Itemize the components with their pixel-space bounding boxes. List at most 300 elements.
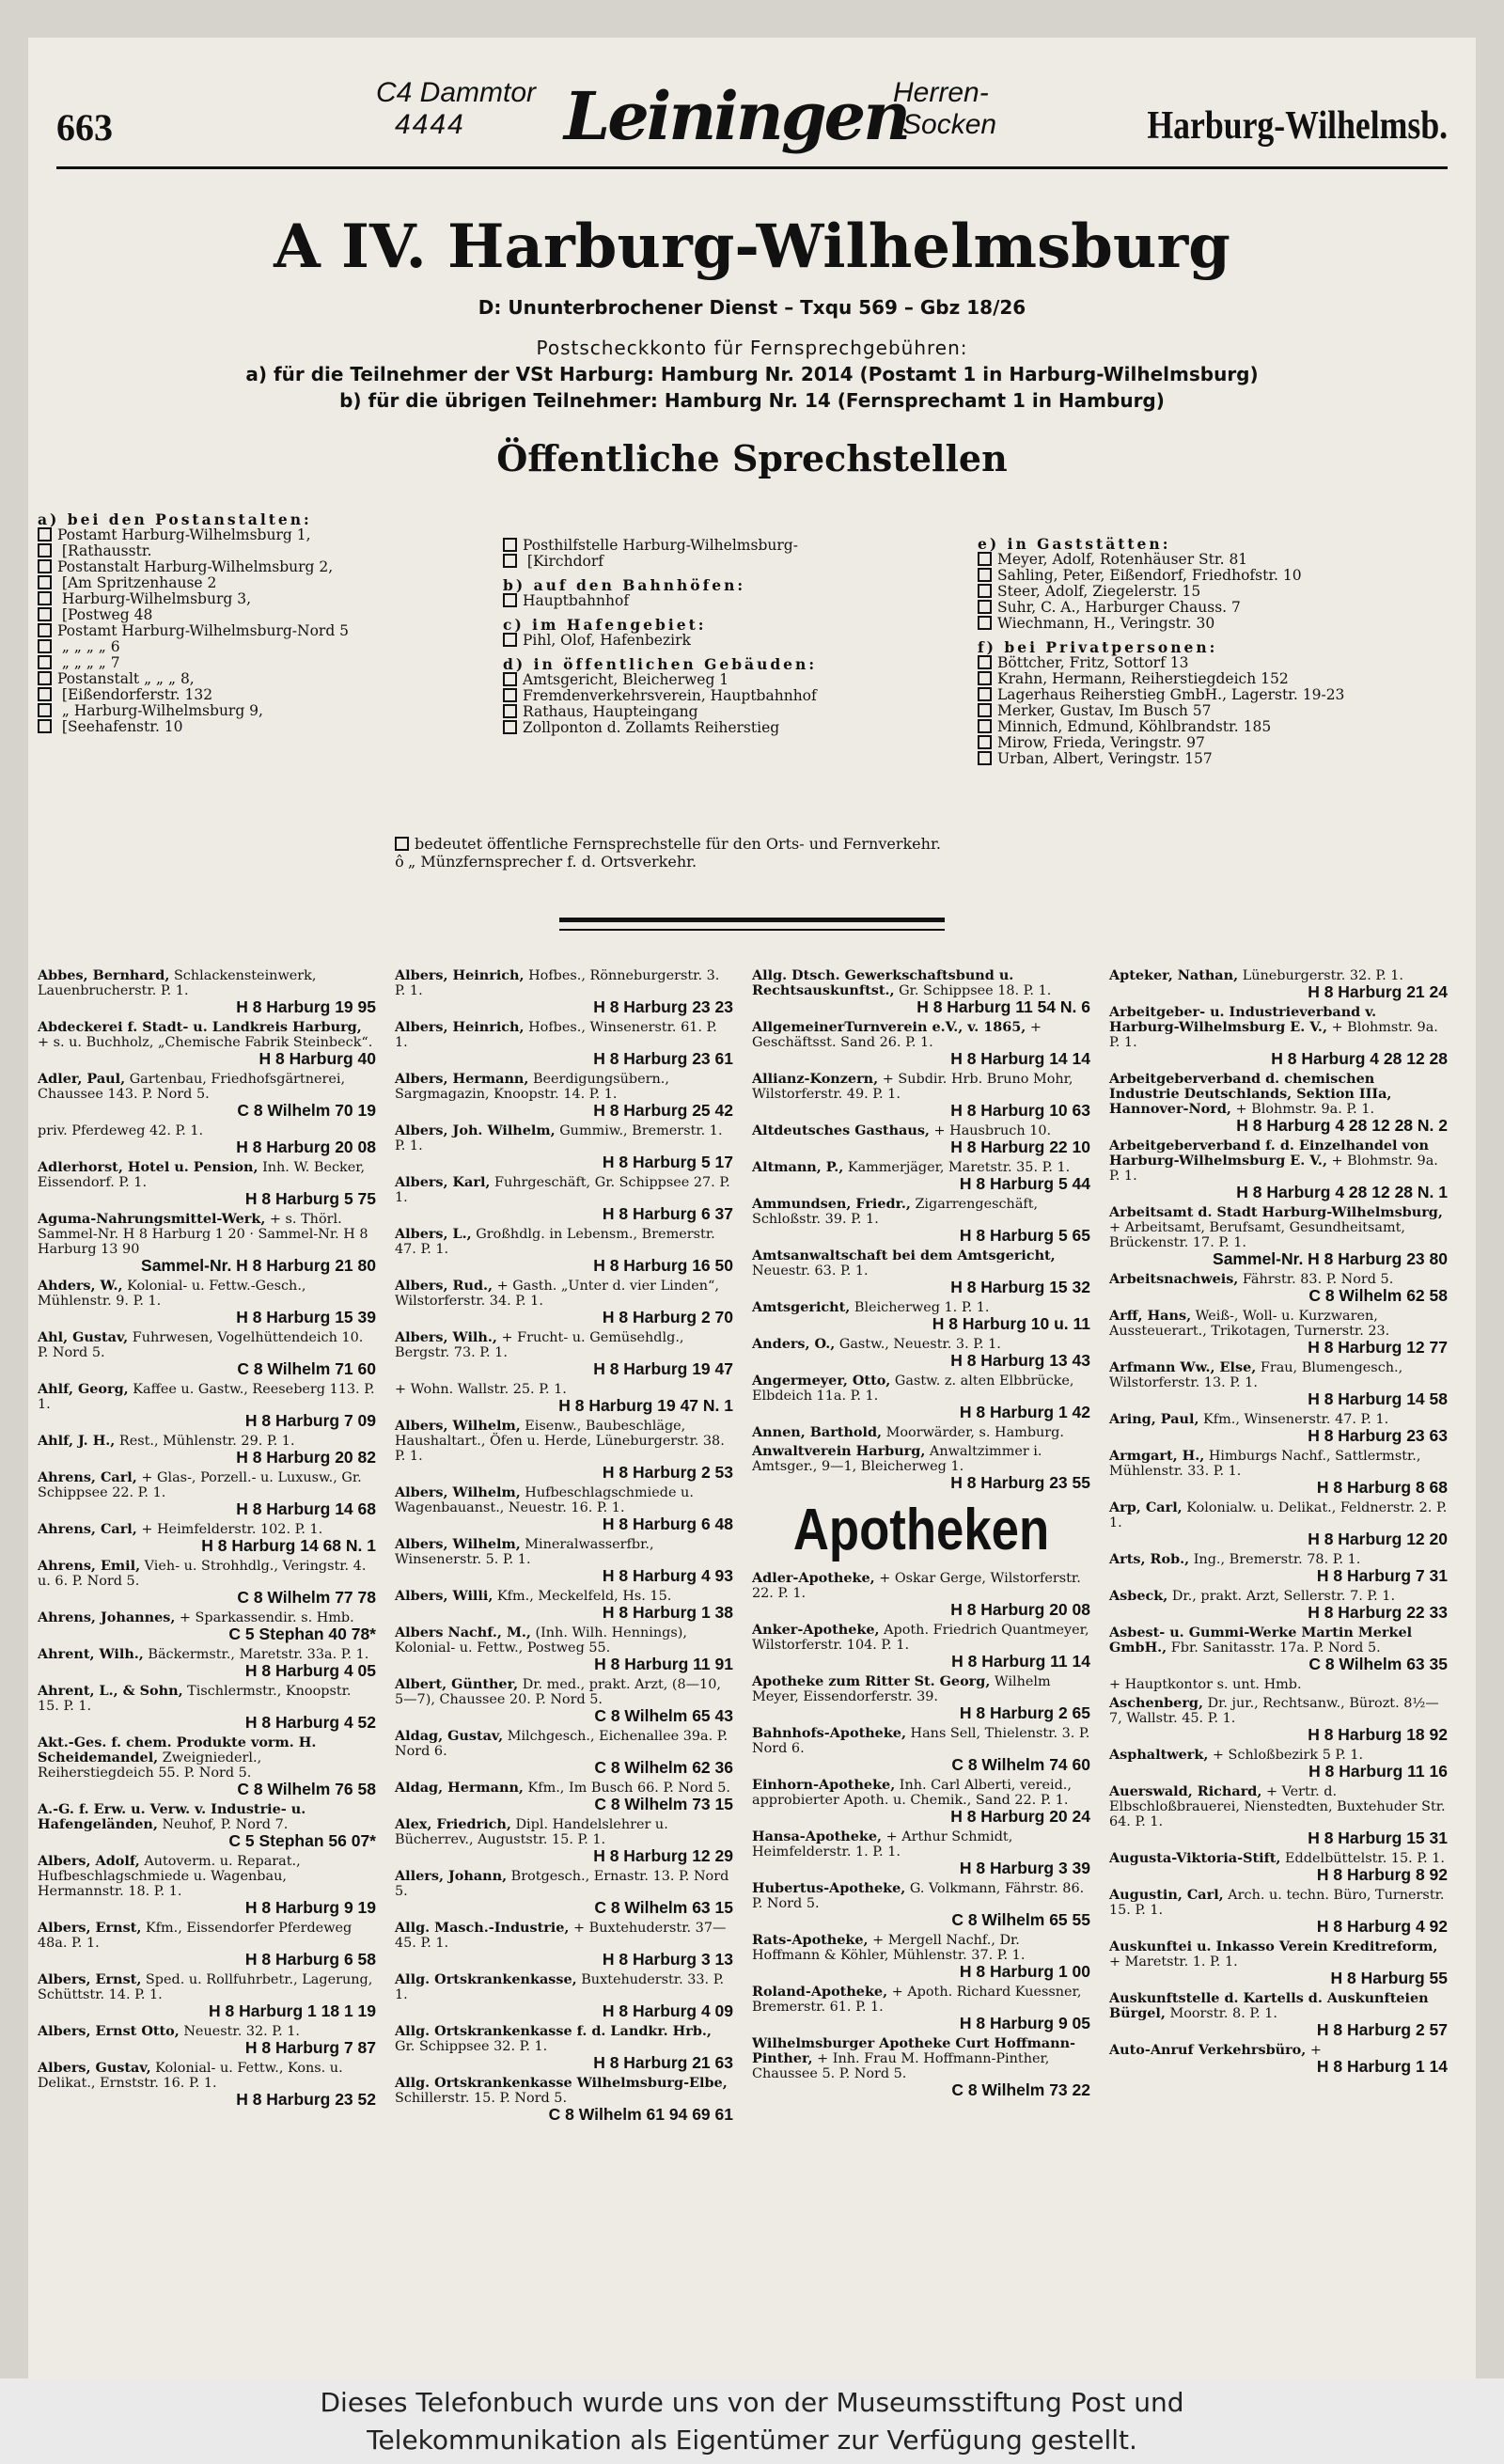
listing-entry [752, 1674, 1090, 1722]
listing-description: G. Volkmann, Fährstr. 86. P. Nord 5. [752, 1881, 1085, 1911]
listing-name: Allg. Ortskrankenkasse, [395, 1971, 577, 1987]
sprechstelle-text: Postamt Harburg-Wilhelmsburg-Nord 5 [57, 622, 350, 639]
listing-phone-number: C 8 Wilhelm 65 55 [951, 1910, 1090, 1929]
listing-name: Ahrent, Wilh., [38, 1646, 144, 1662]
listing-phone-number: H 8 Harburg 4 92 [1316, 1917, 1448, 1936]
listing-description: Lüneburgerstr. 32. P. 1. [1242, 968, 1403, 983]
listing-name: Asbest- u. Gummi-Werke Martin Merkel GmbH., [1109, 1624, 1413, 1656]
listing-entry [395, 1279, 733, 1326]
listing-entry [38, 1212, 376, 1275]
listing-name: Auto-Anruf Verkehrsbüro, [1109, 2042, 1307, 2058]
col2-d-list [503, 672, 973, 736]
listing-entry [38, 1072, 376, 1120]
col3-heading-f: f) bei Privatpersonen: [978, 638, 1218, 656]
ad-right-line2: Socken [902, 109, 997, 140]
listing-name: Arts, Rob., [1109, 1551, 1190, 1567]
listing-phone-number: H 8 Harburg 15 31 [1308, 1828, 1448, 1847]
listing-entry [752, 2036, 1090, 2099]
col1-list [38, 527, 489, 735]
listing-description: Kfm., Meckelfeld, Hs. 15. [496, 1589, 672, 1604]
listing-entry [395, 2076, 733, 2124]
listing-entry [1109, 1412, 1448, 1445]
sprechstelle-item [978, 719, 1466, 735]
sprechstelle-text: Pihl, Olof, Hafenbezirk [523, 632, 691, 649]
listing-description: Neuestr. 63. P. 1. [752, 1263, 869, 1279]
listing-phone-number: H 8 Harburg 19 95 [236, 997, 376, 1016]
listing-phone-number: H 8 Harburg 40 [258, 1049, 376, 1068]
col2-top-list [503, 538, 973, 570]
sprechstelle-text: Harburg-Wilhelmsburg 3, [57, 590, 252, 607]
listing-phone-number: C 8 Wilhelm 65 43 [594, 1706, 733, 1725]
listing-entry [38, 1684, 376, 1732]
listing-description: Tischlermstr., Knoopstr. 15. P. 1. [38, 1684, 352, 1714]
listing-description: Ing., Bremerstr. 78. P. 1. [1193, 1552, 1361, 1567]
listing-entry [1109, 1500, 1448, 1548]
listing-phone-number: H 8 Harburg 22 33 [1308, 1603, 1448, 1622]
listing-name: Ahl, Gustav, [38, 1329, 129, 1345]
listing-column-2 [395, 968, 733, 2127]
listing-phone-number: H 8 Harburg 6 37 [602, 1204, 733, 1223]
listing-phone-number: H 8 Harburg 4 28 12 28 N. 1 [1236, 1183, 1448, 1201]
public-phone-box-icon [503, 704, 517, 718]
sprechstelle-text: Amtsgericht, Bleicherweg 1 [523, 671, 729, 688]
page-title: A IV. Harburg-Wilhelmsburg [274, 212, 1230, 282]
listing-name: Allg. Dtsch. Gewerkschaftsbund u. Rechtsauskunftst., [752, 967, 1014, 998]
col2-heading-c: c) im Hafengebiet: [503, 616, 707, 634]
listing-name: Aring, Paul, [1109, 1411, 1199, 1427]
sprechstelle-text: „ „ „ „ 6 [57, 638, 120, 655]
listing-name: Auskunftstelle d. Kartells d. Auskunfteien Bürgel, [1109, 1990, 1429, 2021]
listing-description: Hofbes., Rönneburgerstr. 3. P. 1. [395, 968, 720, 998]
listing-phone-number: H 8 Harburg 1 42 [959, 1403, 1090, 1421]
postscheck-heading: Postscheckkonto für Fernsprechgebühren: [536, 337, 968, 359]
listing-name: Albers, Ernst Otto, [38, 2023, 180, 2039]
listing-description: + Apoth. Richard Kuessner, Bremerstr. 61. P. 1. [752, 1985, 1082, 2015]
listing-name: Aldag, Gustav, [395, 1728, 504, 1744]
listing-entry [1109, 1272, 1448, 1305]
sprechstelle-item [38, 671, 489, 687]
sprechstelle-item [38, 703, 489, 719]
listing-phone-number: H 8 Harburg 5 17 [602, 1153, 733, 1171]
listing-description: Mineralwasserfbr., Winsenerstr. 5. P. 1. [395, 1537, 654, 1567]
listing-entry [38, 1854, 376, 1917]
listing-entry [395, 1781, 733, 1813]
listing-column-3-top [752, 968, 1090, 1492]
listing-phone-number: C 8 Wilhelm 74 60 [951, 1755, 1090, 1774]
listing-name: Ahlf, J. H., [38, 1433, 116, 1449]
listing-name: Albers, Rud., [395, 1278, 494, 1294]
sprechstelle-item [38, 719, 489, 735]
listing-name: Adlerhorst, Hotel u. Pension, [38, 1159, 258, 1175]
listing-name: Adler-Apotheke, [752, 1570, 875, 1586]
sprechstelle-item [978, 687, 1466, 703]
listing-name: Albers, Wilhelm, [395, 1536, 521, 1552]
listing-description: + Blohmstr. 9a. P. 1. [1109, 1154, 1438, 1184]
listing-phone-number: H 8 Harburg 14 14 [950, 1049, 1090, 1068]
sprechstelle-item [978, 655, 1466, 671]
listing-description: + Arthur Schmidt, Heimfelderstr. 1. P. 1. [752, 1829, 1013, 1860]
section-divider [559, 918, 945, 931]
listing-entry [1109, 968, 1448, 1001]
listing-entry [752, 1571, 1090, 1619]
listing-phone-number: H 8 Harburg 25 42 [593, 1101, 733, 1120]
listing-description: Kfm., Im Busch 66. P. Nord 5. [527, 1781, 731, 1796]
listing-phone-number: H 8 Harburg 1 00 [959, 1962, 1090, 1981]
listing-name: Arff, Hans, [1109, 1308, 1192, 1324]
listing-phone-number: H 8 Harburg 8 92 [1316, 1865, 1448, 1884]
listing-name: Allers, Johann, [395, 1868, 508, 1884]
listing-name: Anker-Apotheke, [752, 1622, 880, 1638]
public-phone-box-icon [978, 735, 992, 749]
listing-phone-number: H 8 Harburg 15 32 [950, 1278, 1090, 1296]
sprechstelle-text: Wiechmann, H., Veringstr. 30 [997, 615, 1215, 632]
listing-name: Albers, Karl, [395, 1174, 491, 1190]
listing-entry [752, 1197, 1090, 1245]
listing-description: + [1309, 2043, 1322, 2058]
listing-entry [752, 1425, 1090, 1440]
listing-phone-number: H 8 Harburg 19 47 N. 1 [558, 1396, 733, 1415]
listing-description: Buxtehuderstr. 33. P. 1. [395, 1972, 725, 2002]
listing-description: Dr., prakt. Arzt, Sellerstr. 7. P. 1. [1171, 1589, 1396, 1604]
listing-description: Rest., Mühlenstr. 29. P. 1. [118, 1434, 295, 1449]
public-phone-box-icon [503, 538, 517, 552]
listing-entry [1109, 1005, 1448, 1068]
listing-description: Hufbeschlagschmiede u. Wagenbauanst., Neuestr. 16. P. 1. [395, 1485, 694, 1515]
listing-description: + Glas-, Porzell.- u. Luxusw., Gr. Schippsee 22. P. 1. [38, 1470, 362, 1500]
listing-phone-number: H 8 Harburg 2 53 [602, 1463, 733, 1482]
header-advertisement [376, 77, 1072, 155]
listing-description: + Wohn. Wallstr. 25. P. 1. [395, 1382, 567, 1397]
listing-phone-number: H 8 Harburg 11 91 [594, 1655, 733, 1673]
listing-description: Kolonialw. u. Delikat., Feldnerstr. 2. P. 1. [1109, 1500, 1448, 1530]
listing-entry [1109, 1888, 1448, 1936]
listing-name: Allianz-Konzern, [752, 1071, 879, 1087]
listing-description: + Subdir. Hrb. Bruno Mohr, Wilstorferstr. 49. P. 1. [752, 1072, 1073, 1102]
listing-phone-number: H 8 Harburg 14 58 [1308, 1389, 1448, 1408]
listing-entry [38, 1921, 376, 1969]
listing-entry [38, 968, 376, 1016]
sprechstelle-text: „ Harburg-Wilhelmsburg 9, [57, 702, 263, 719]
listing-name: Amtsgericht, [752, 1299, 851, 1315]
public-phone-box-icon [978, 552, 992, 566]
public-phone-box-icon [38, 527, 52, 541]
sprechstelle-item [38, 607, 489, 623]
listing-name: Albers Nachf., M., [395, 1624, 531, 1640]
listing-description: Brotgesch., Ernastr. 13. P. Nord 5. [395, 1869, 729, 1899]
sprechstelle-text: Postamt Harburg-Wilhelmsburg 1, [57, 526, 311, 543]
page-header [56, 66, 1448, 169]
listing-description: Neuestr. 32. P. 1. [183, 2024, 300, 2039]
sprechstelle-text: Urban, Albert, Veringstr. 157 [997, 750, 1213, 767]
sprechstelle-text: [Kirchdorf [523, 553, 603, 570]
listing-entry [38, 2061, 376, 2109]
listing-description: Gastw. z. alten Elbbrücke, Elbdeich 11a. P. 1. [752, 1373, 1074, 1404]
listing-phone-number: H 8 Harburg 2 57 [1316, 2020, 1448, 2039]
listing-description: + Frucht- u. Gemüsehdlg., Bergstr. 73. P. 1. [395, 1330, 684, 1360]
listing-column-4 [1109, 968, 1448, 2079]
coin-phone-icon: ô [395, 853, 404, 871]
listing-entry [1109, 1072, 1448, 1135]
listing-description: Schillerstr. 15. P. Nord 5. [395, 2091, 568, 2106]
listing-entry [395, 1382, 733, 1415]
listing-description: Gr. Schippsee 32. P. 1. [395, 2039, 548, 2054]
listing-description: Vieh- u. Strohhdlg., Veringstr. 4. u. 6. P. Nord 5. [38, 1559, 367, 1589]
sprechstelle-item [38, 687, 489, 703]
listing-description: + Sparkassendir. s. Hmb. [179, 1610, 354, 1625]
sprechstelle-item [38, 623, 489, 639]
listing-name: Arbeitgeberverband d. chemischen Industrie Deutschlands, Sektion IIIa, Hannover-Nord, [1109, 1071, 1392, 1117]
sprechstelle-item [978, 616, 1466, 632]
listing-entry [38, 1330, 376, 1378]
listing-entry [752, 1623, 1090, 1671]
listing-phone-number: C 8 Wilhelm 73 22 [951, 2080, 1090, 2099]
listing-description: + s. u. Buchholz, „Chemische Fabrik Steinbeck“. [38, 1035, 373, 1050]
listing-description: + Hauptkontor s. unt. Hmb. [1109, 1677, 1302, 1692]
sprechstelle-item [503, 720, 973, 736]
listing-name: Albers, L., [395, 1226, 472, 1242]
listing-description: Inh. W. Becker, Eissendorf. P. 1. [38, 1160, 366, 1190]
listing-entry [1109, 1677, 1448, 1692]
listing-name: Ahrens, Johannes, [38, 1609, 176, 1625]
listing-entry [395, 1869, 733, 1917]
sprechstelle-item [503, 688, 973, 704]
listing-phone-number: H 8 Harburg 18 92 [1308, 1725, 1448, 1744]
listing-phone-number: H 8 Harburg 5 75 [244, 1189, 376, 1208]
sprechstelle-item [978, 552, 1466, 568]
listing-description: Frau, Blumengesch., Wilstorferstr. 13. P. 1. [1109, 1360, 1403, 1390]
listing-entry [1109, 1939, 1448, 1987]
listing-description: Gartenbau, Friedhofsgärtnerei, Chaussee 143. P. Nord 5. [38, 1072, 346, 1102]
ad-left-line1: C4 Dammtor [376, 77, 537, 108]
sprechstelle-text: Fremdenverkehrsverein, Hauptbahnhof [523, 687, 817, 704]
listing-description: + Buxtehuderstr. 37—45. P. 1. [395, 1921, 727, 1951]
public-phone-box-icon [978, 584, 992, 598]
listing-name: Angermeyer, Otto, [752, 1373, 891, 1389]
listing-entry [395, 1330, 733, 1378]
listing-phone-number: C 5 Stephan 40 78* [228, 1624, 376, 1643]
sprechstelle-text: Hauptbahnhof [523, 592, 630, 609]
col2-heading-b: b) auf den Bahnhöfen: [503, 576, 746, 594]
listing-entry [395, 968, 733, 1016]
listing-phone-number: H 8 Harburg 4 28 12 28 N. 2 [1236, 1116, 1448, 1135]
listing-entry [38, 1160, 376, 1208]
listing-description: Eisenw., Baubeschläge, Haushaltart., Öfen u. Herde, Lüneburgerstr. 38. P. 1. [395, 1419, 725, 1464]
public-phone-box-icon [978, 671, 992, 685]
listing-entry [38, 1020, 376, 1068]
listing-entry [752, 1160, 1090, 1193]
sprechstelle-text: Mirow, Frieda, Veringstr. 97 [997, 734, 1205, 751]
listing-name: Apotheke zum Ritter St. Georg, [752, 1673, 991, 1689]
listing-phone-number: H 8 Harburg 4 93 [602, 1566, 733, 1585]
listing-description: Fuhrgeschäft, Gr. Schippsee 27. P. 1. [395, 1175, 730, 1205]
listing-phone-number: H 8 Harburg 12 20 [1308, 1530, 1448, 1548]
listing-entry [395, 1817, 733, 1865]
sprechstelle-item [503, 554, 973, 570]
listing-description: Autoverm. u. Reparat., Hufbeschlagschmiede u. Wagenbau, Hermannstr. 18. P. 1. [38, 1854, 301, 1899]
listing-name: Albers, Ernst, [38, 1920, 142, 1936]
public-phone-box-icon [38, 543, 52, 557]
listing-phone-number: C 8 Wilhelm 62 36 [594, 1758, 733, 1777]
listing-entry [38, 1972, 376, 2020]
col3-e-list [978, 552, 1466, 632]
listing-entry [1109, 1552, 1448, 1585]
listing-entry [1109, 1991, 1448, 2039]
listing-phone-number: H 8 Harburg 7 09 [244, 1411, 376, 1430]
sprechstelle-item [38, 543, 489, 559]
col2-heading-d: d) in öffentlichen Gebäuden: [503, 655, 818, 673]
listing-phone-number: C 8 Wilhelm 73 15 [594, 1795, 733, 1813]
listing-name: Ahrens, Carl, [38, 1469, 137, 1485]
listing-entry [752, 1444, 1090, 1492]
listing-description: Zweigniederl., Reiherstiegdeich 55. P. Nord 5. [38, 1750, 262, 1781]
listing-name: Hubertus-Apotheke, [752, 1880, 906, 1896]
listing-name: Albers, Wilhelm, [395, 1484, 521, 1500]
listing-description: Kolonial- u. Fettw., Kons. u. Delikat., Ernststr. 16. P. 1. [38, 2061, 343, 2091]
listing-name: Asphaltwerk, [1109, 1747, 1209, 1763]
listing-phone-number: H 8 Harburg 3 39 [959, 1859, 1090, 1877]
listing-description: priv. Pferdeweg 42. P. 1. [38, 1123, 204, 1138]
listing-entry [395, 1020, 733, 1068]
listing-phone-number: H 8 Harburg 13 43 [950, 1351, 1090, 1370]
sprechstelle-text: Merker, Gustav, Im Busch 57 [997, 702, 1212, 719]
listing-entry [1109, 1589, 1448, 1622]
postscheck-a: a) für die Teilnehmer der VSt Harburg: Hamburg Nr. 2014 (Postamt 1 in Harburg-Wilhelmsburg) [245, 363, 1259, 385]
listing-description: + Geschäftsst. Sand 26. P. 1. [752, 1020, 1042, 1050]
listing-name: Arbeitgeberverband f. d. Einzelhandel von Harburg-Wilhelmsburg E. V., [1109, 1138, 1429, 1169]
listing-name: A.-G. f. Erw. u. Verw. v. Industrie- u. Hafengeländen, [38, 1801, 306, 1832]
listing-phone-number: H 8 Harburg 1 18 1 19 [209, 2001, 376, 2020]
listing-name: Anders, O., [752, 1336, 836, 1352]
sprechstelle-item [38, 639, 489, 655]
ad-right-line1: Herren- [893, 77, 989, 108]
listing-phone-number: H 8 Harburg 2 70 [602, 1308, 733, 1326]
listing-description: Kolonial- u. Fettw.-Gesch., Mühlenstr. 9. P. 1. [38, 1279, 306, 1309]
listing-phone-number: H 8 Harburg 9 19 [244, 1898, 376, 1917]
listing-entry [752, 1985, 1090, 2032]
listing-entry [395, 1485, 733, 1533]
listing-phone-number: C 8 Wilhelm 71 60 [237, 1359, 376, 1378]
listing-phone-number: H 8 Harburg 23 55 [950, 1473, 1090, 1492]
page-number: 663 [56, 106, 113, 149]
listing-entry [1109, 1748, 1448, 1781]
listing-entry [752, 968, 1090, 1016]
listing-name: Auerswald, Richard, [1109, 1783, 1262, 1799]
public-phone-box-icon [978, 655, 992, 669]
public-phone-box-icon [503, 633, 517, 647]
listing-entry [38, 1647, 376, 1680]
listing-phone-number: H 8 Harburg 3 13 [602, 1950, 733, 1969]
listing-entry [38, 1735, 376, 1798]
listing-entry [38, 1610, 376, 1643]
listing-entry [38, 1559, 376, 1607]
listing-description: Himburgs Nachf., Sattlermstr., Mühlenstr. 33. P. 1. [1109, 1449, 1421, 1479]
listing-phone-number: H 8 Harburg 4 28 12 28 [1271, 1049, 1448, 1068]
listing-name: Altmann, P., [752, 1159, 844, 1175]
apotheken-heading: Apotheken [792, 1498, 1050, 1562]
public-phone-box-icon [503, 720, 517, 734]
listing-description: Eddelbüttelstr. 15. P. 1. [1285, 1851, 1445, 1866]
sprechstelle-text: Minnich, Edmund, Köhlbrandstr. 185 [997, 718, 1272, 735]
listing-name: Roland-Apotheke, [752, 1984, 888, 2000]
listing-description: Kfm., Eissendorfer Pferdeweg 48a. P. 1. [38, 1921, 352, 1951]
listing-name: Abdeckerei f. Stadt- u. Landkreis Harburg, [38, 1019, 362, 1035]
sprechstelle-item [503, 704, 973, 720]
listing-phone-number: H 8 Harburg 10 63 [950, 1101, 1090, 1120]
ad-brand: Leiningen [564, 77, 909, 155]
listing-description: Bleicherweg 1. P. 1. [854, 1300, 990, 1315]
sprechstelle-item [978, 584, 1466, 600]
sprechstelle-item [978, 600, 1466, 616]
listing-column-1 [38, 968, 376, 2112]
sprechstelle-text: [Am Spritzenhause 2 [57, 574, 217, 591]
listing-entry [1109, 1309, 1448, 1357]
listing-description: Fährstr. 83. P. Nord 5. [1242, 1272, 1394, 1287]
running-title: Harburg-Wilhelmsb. [1147, 104, 1448, 148]
listing-description: + Maretstr. 1. P. 1. [1109, 1954, 1238, 1970]
listing-description: Hans Sell, Thielenstr. 3. P. Nord 6. [752, 1726, 1090, 1756]
listing-name: Annen, Barthold, [752, 1424, 883, 1440]
listing-phone-number: H 8 Harburg 4 05 [244, 1661, 376, 1680]
listing-description: + Vertr. d. Elbschloßbrauerei, Nienstedten, Buxtehuder Str. 64. P. 1. [1109, 1784, 1446, 1829]
listing-name: Allg. Masch.-Industrie, [395, 1920, 570, 1936]
footer-notice [0, 2378, 1504, 2464]
listing-description: + Inh. Frau M. Hoffmann-Pinther, Chaussee 5. P. Nord 5. [752, 2051, 1050, 2081]
section-title: Öffentliche Sprechstellen [496, 437, 1008, 479]
sprechstelle-text: Posthilfstelle Harburg-Wilhelmsburg- [523, 537, 798, 554]
listing-phone-number: H 8 Harburg 20 08 [236, 1138, 376, 1156]
listing-column-3-apotheken [752, 1571, 1090, 2099]
listing-description: Sped. u. Rollfuhrbetr., Lagerung, Schüttstr. 14. P. 1. [38, 1972, 373, 2002]
listing-name: Albers, Gustav, [38, 2060, 151, 2076]
sprechstelle-text: Postanstalt „ „ „ 8, [57, 670, 195, 687]
listing-description: Moorstr. 8. P. 1. [1169, 2006, 1277, 2021]
legend-line2: „ Münzfernsprecher f. d. Ortsverkehr. [408, 853, 697, 871]
listing-phone-number: H 8 Harburg 7 87 [244, 2038, 376, 2057]
listing-entry [395, 1419, 733, 1482]
sprechstelle-text: Meyer, Adolf, Rotenhäuser Str. 81 [997, 551, 1248, 568]
listing-entry [395, 1921, 733, 1969]
sprechstelle-item [503, 672, 973, 688]
sprechstelle-text: Sahling, Peter, Eißendorf, Friedhofstr. 10 [997, 567, 1302, 584]
public-phone-box-icon [38, 591, 52, 605]
listing-description: Apoth. Friedrich Quantmeyer, Wilstorferstr. 104. P. 1. [752, 1623, 1089, 1653]
listing-description: Schlackensteinwerk, Lauenbrucherstr. P. 1. [38, 968, 317, 998]
listing-phone-number: H 8 Harburg 5 44 [959, 1174, 1090, 1193]
public-phone-box-icon [38, 607, 52, 621]
listing-name: Albert, Günther, [395, 1676, 519, 1692]
listing-entry [752, 1020, 1090, 1068]
public-phone-box-icon [38, 671, 52, 685]
listing-name: Altdeutsches Gasthaus, [752, 1122, 930, 1138]
listing-phone-number: H 8 Harburg 5 65 [959, 1226, 1090, 1245]
listing-phone-number: H 8 Harburg 23 63 [1308, 1426, 1448, 1445]
public-phone-box-icon [38, 655, 52, 669]
public-phone-box-icon [978, 600, 992, 614]
listing-name: Albers, Heinrich, [395, 1019, 525, 1035]
listing-name: Anwaltverein Harburg, [752, 1443, 926, 1459]
public-phone-box-icon [503, 554, 517, 568]
listing-phone-number: H 8 Harburg 6 58 [244, 1950, 376, 1969]
listing-phone-number: H 8 Harburg 55 [1330, 1969, 1448, 1987]
listing-phone-number: H 8 Harburg 21 63 [593, 2053, 733, 2072]
listing-phone-number: H 8 Harburg 23 23 [593, 997, 733, 1016]
listing-name: Albers, Willi, [395, 1588, 494, 1604]
listing-name: Adler, Paul, [38, 1071, 126, 1087]
sprechstelle-item [38, 559, 489, 575]
listing-entry [38, 1434, 376, 1467]
listing-phone-number: H 8 Harburg 23 61 [593, 1049, 733, 1068]
public-phone-box-icon [38, 559, 52, 573]
